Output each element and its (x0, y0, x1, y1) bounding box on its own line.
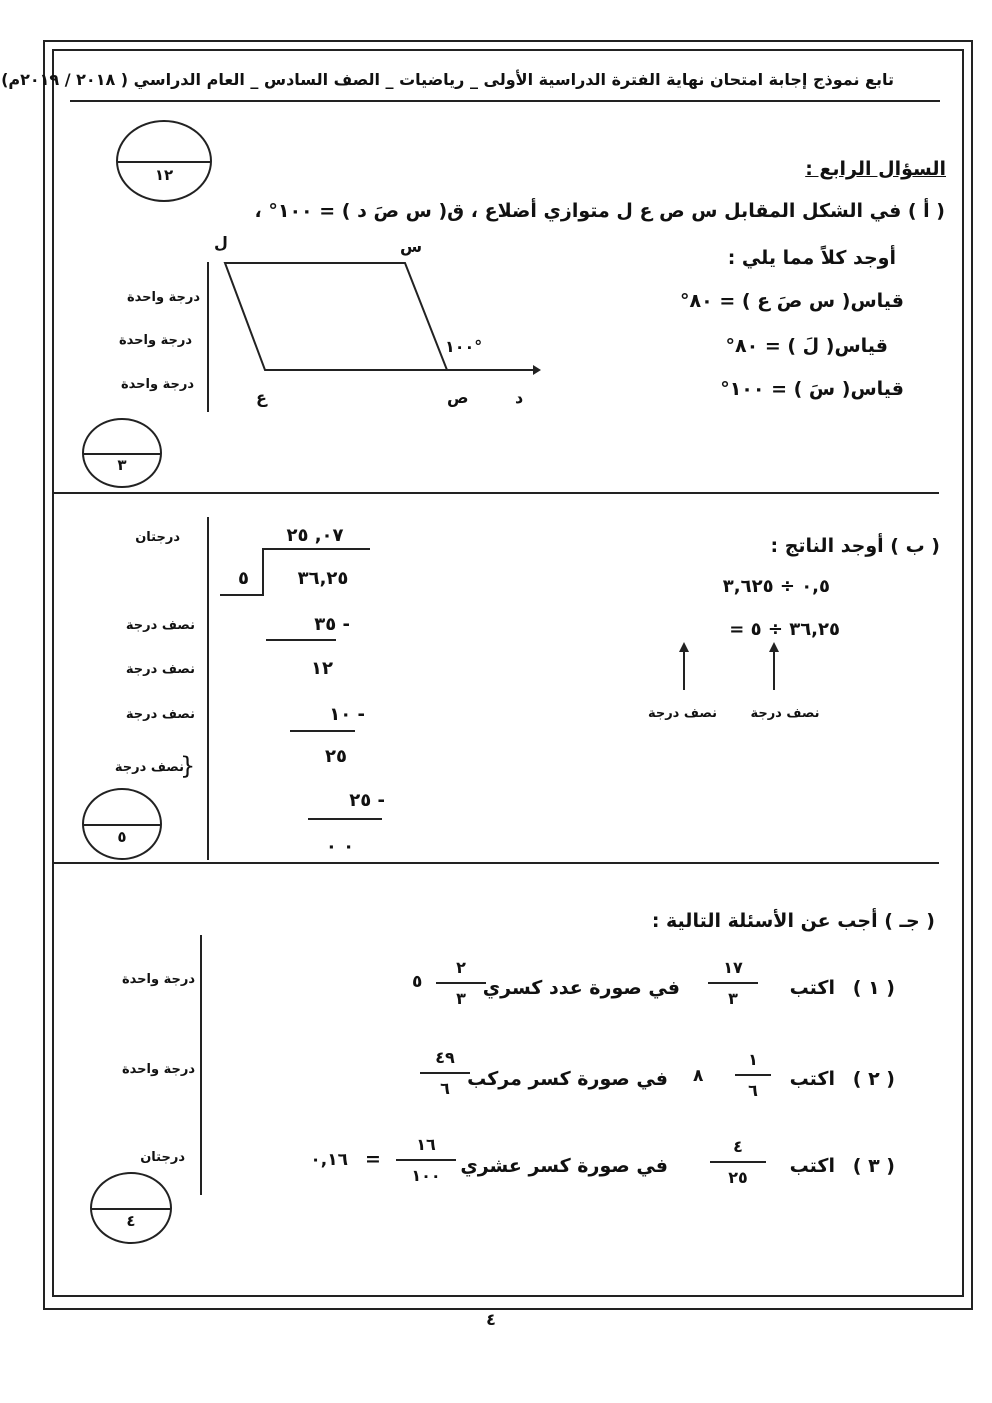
mark-label: درجة واحدة (126, 290, 200, 305)
part-c-score-circle (90, 1172, 172, 1244)
mark-label: درجة واحدة (120, 377, 194, 392)
item-verb: اكتب (789, 1068, 835, 1090)
fraction-numerator: ١٦ (416, 1135, 436, 1154)
vertex-label-l: ل (214, 233, 228, 252)
parallelogram-shape (225, 263, 447, 370)
mark-label: نصف درجة (125, 618, 195, 633)
item-number: ( ١ ) (852, 977, 895, 999)
division-quotient: ٠٧, ٢٥ (286, 525, 344, 546)
answer-angle-lam: قياس( لَ ) = ٨٠° (725, 335, 888, 357)
step-rule (266, 639, 336, 641)
answer-angle-sin: قياس( سَ ) = ١٠٠° (720, 378, 904, 400)
margin-divider (207, 517, 209, 860)
arrow-mark: نصف درجة (750, 706, 820, 721)
step-rule (308, 818, 382, 820)
division-remainder: ٠ ٠ (325, 836, 355, 857)
fraction-numerator: ١ (748, 1050, 758, 1069)
answer-angle-sad: قياس( س صَ ع ) = ٨٠° (680, 290, 904, 312)
division-divisor: ٥ (238, 568, 249, 589)
total-score-circle (116, 120, 212, 202)
parallelogram-figure (215, 225, 545, 410)
fraction (710, 1137, 766, 1187)
item-verb: اكتب (789, 1155, 835, 1177)
fraction-denominator: ٣ (456, 989, 466, 1008)
part-b-title: ( ب ) أوجد الناتج : (770, 535, 940, 557)
answer-fraction (396, 1135, 456, 1185)
division-step: ١٢ (311, 658, 333, 679)
part-a-score: ٣ (117, 456, 127, 474)
whole-number: ٨ (693, 1066, 704, 1086)
item-instruction: في صورة كسر عشري (460, 1155, 668, 1177)
question-title: السؤال الرابع : (805, 158, 946, 180)
fraction-denominator: ٦ (440, 1079, 450, 1098)
margin-divider (200, 935, 202, 1195)
item-instruction: في صورة كسر مركب (467, 1068, 668, 1090)
mark-label: درجة واحدة (121, 1062, 195, 1077)
division-bracket (262, 548, 264, 594)
step-rule (290, 730, 355, 732)
margin-divider (207, 262, 209, 412)
mark-label: درجة واحدة (121, 972, 195, 987)
part-c-score: ٤ (126, 1212, 136, 1230)
mark-label: نصف درجة (114, 760, 184, 775)
expression-transformed: = ٣٦,٢٥ ÷ ٥ (729, 619, 840, 640)
division-step: ٢٥ - (349, 790, 385, 811)
part-a-instruction: أوجد كلاً مما يلي : (727, 247, 896, 269)
division-dividend: ٣٦,٢٥ (297, 568, 349, 589)
mark-label: درجتان (140, 1150, 185, 1165)
vertex-label-ain: ع (256, 388, 267, 407)
part-a-statement: ( أ ) في الشكل المقابل س ص ع ل متوازي أضلاع ، ق( س صَ د ) = ١٠٠° ، (254, 200, 945, 222)
mark-label: نصف درجة (125, 707, 195, 722)
answer-whole: ٥ (412, 972, 423, 992)
half-mark-arrows (670, 640, 790, 700)
vertex-label-sad: ص (447, 388, 469, 407)
item-verb: اكتب (789, 977, 835, 999)
part-b-score: ٥ (117, 828, 127, 846)
arrow-mark: نصف درجة (647, 706, 718, 721)
part-a-score-circle (82, 418, 162, 488)
answer-fraction (420, 1048, 470, 1098)
fraction-numerator: ١٧ (723, 958, 743, 977)
answer-fraction (436, 958, 486, 1008)
fraction (735, 1050, 771, 1100)
header-rule (70, 100, 940, 102)
division-step: ٢٥ (325, 746, 347, 767)
quotient-bar (262, 548, 370, 550)
fraction-denominator: ٣ (728, 989, 738, 1008)
brace-symbol: } (180, 752, 196, 780)
fraction-denominator: ٢٥ (728, 1168, 748, 1187)
item-instruction: في صورة عدد كسري (482, 977, 680, 999)
item-number: ( ٢ ) (852, 1068, 895, 1090)
division-step: ٣٥ - (314, 614, 350, 635)
point-label-dal: د (515, 388, 524, 407)
mark-label: درجتان (135, 530, 180, 545)
fraction-numerator: ٤ (733, 1137, 743, 1156)
section-divider (54, 862, 939, 864)
part-c-title: ( جـ ) أجب عن الأسئلة التالية : (651, 910, 935, 932)
angle-label: ١٠٠° (445, 337, 483, 356)
mark-label: نصف درجة (125, 662, 195, 677)
part-b-score-circle (82, 788, 162, 860)
equals-sign: = (365, 1148, 381, 1170)
vertex-label-s: س (400, 237, 423, 256)
divisor-underline (220, 594, 264, 596)
expression-original: ٠,٥ ÷ ٣,٦٢٥ (722, 576, 830, 597)
page-number: ٤ (486, 1310, 496, 1329)
fraction (708, 958, 758, 1008)
fraction-denominator: ١٠٠ (411, 1166, 441, 1185)
section-divider (54, 492, 939, 494)
fraction-denominator: ٦ (748, 1081, 758, 1100)
mark-label: درجة واحدة (118, 333, 192, 348)
total-score: ١٢ (154, 166, 174, 184)
exam-header: تابع نموذج إجابة امتحان نهاية الفترة الدراسية الأولى _ رياضيات _ الصف السادس _ العام الدراسي ( ٢٠١٨ / ٢٠١٩م) (1, 70, 894, 89)
fraction-numerator: ٤٩ (435, 1048, 455, 1067)
division-step: ١٠ - (329, 704, 365, 725)
answer-decimal: ٠,١٦ (310, 1150, 348, 1170)
item-number: ( ٣ ) (852, 1155, 895, 1177)
arrow-head (533, 365, 541, 375)
fraction-numerator: ٢ (456, 958, 466, 977)
